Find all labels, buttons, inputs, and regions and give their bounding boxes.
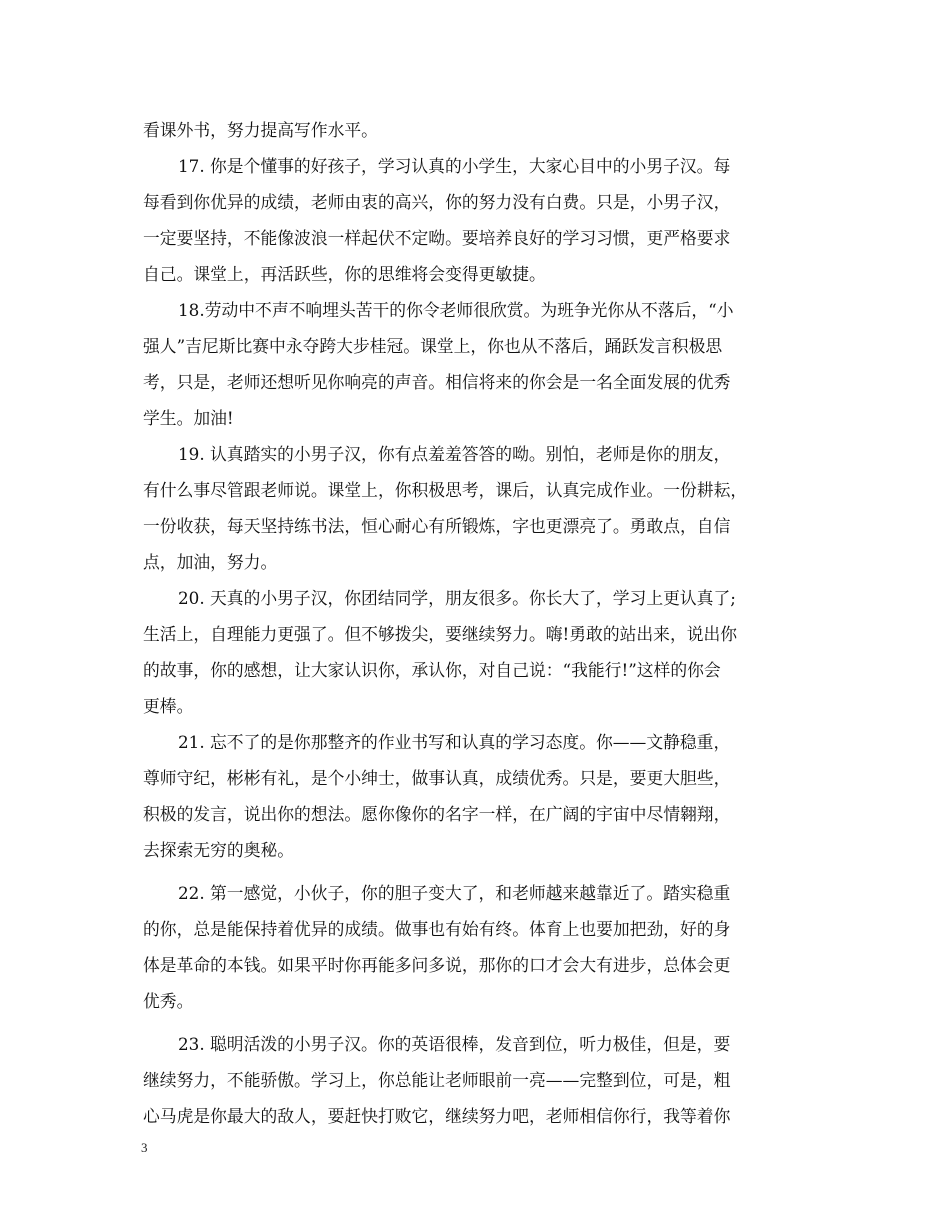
text-line: 自己。课堂上，再活跃些，你的思维将会变得更敏捷。 [143, 264, 546, 284]
text-line: 的你，总是能保持着优异的成绩。做事也有始有终。体育上也要加把劲，好的身 [143, 919, 731, 939]
text-line: 强人”吉尼斯比赛中永夺跨大步桂冠。课堂上，你也从不落后，踊跃发言积极思 [143, 336, 723, 356]
text-line: 学生。加油! [143, 408, 234, 428]
text-line: 点，加油，努力。 [143, 552, 278, 572]
text-line: 生活上，自理能力更强了。但不够拨尖，要继续努力。嗨!勇敢的站出来，说出你 [143, 624, 738, 644]
text-line: 积极的发言，说出你的想法。愿你像你的名字一样，在广阔的宇宙中尽情翱翔， [143, 804, 731, 824]
paragraph-21-start: 21. 忘不了的是你那整齐的作业书写和认真的学习态度。你——文静稳重， [178, 732, 731, 752]
text-line: 每看到你优异的成绩，老师由衷的高兴，你的努力没有白费。只是，小男子汉， [143, 192, 731, 212]
page-number: 3 [141, 1140, 148, 1155]
paragraph-23-start: 23. 聪明活泼的小男子汉。你的英语很棒，发音到位，听力极佳，但是，要 [178, 1034, 731, 1054]
text-line: 心马虎是你最大的敌人，要赶快打败它，继续努力吧，老师相信你行，我等着你 [143, 1106, 731, 1126]
text-line: 继续努力，不能骄傲。学习上，你总能让老师眼前一亮——完整到位，可是，粗 [143, 1070, 731, 1090]
text-line: 优秀。 [143, 991, 194, 1011]
text-line: 一份收获，每天坚持练书法，恒心耐心有所锻炼，字也更漂亮了。勇敢点，自信 [143, 516, 731, 536]
text-line: 一定要坚持，不能像波浪一样起伏不定呦。要培养良好的学习习惯，更严格要求 [143, 228, 731, 248]
document-body [143, 112, 823, 1134]
text-line: 体是革命的本钱。如果平时你再能多问多说，那你的口才会大有进步，总体会更 [143, 955, 731, 975]
text-line: 去探索无穷的奥秘。 [143, 840, 295, 860]
paragraph-17-start: 17. 你是个懂事的好孩子，学习认真的小学生，大家心目中的小男子汉。每 [178, 156, 731, 176]
text-line: 的故事，你的感想，让大家认识你，承认你，对自己说：“我能行!”这样的你会 [143, 660, 721, 680]
paragraph-18-start: 18.劳动中不声不响埋头苦干的你令老师很欣赏。为班争光你从不落后，“小 [178, 300, 734, 320]
text-line: 看课外书，努力提高写作水平。 [143, 120, 378, 140]
paragraph-20-start: 20. 天真的小男子汉，你团结同学，朋友很多。你长大了，学习上更认真了; [178, 588, 736, 608]
text-line: 更棒。 [143, 696, 194, 716]
text-line: 有什么事尽管跟老师说。课堂上，你积极思考，课后，认真完成作业。一份耕耘， [143, 480, 748, 500]
paragraph-22-start: 22. 第一感觉，小伙子，你的胆子变大了，和老师越来越靠近了。踏实稳重 [178, 883, 731, 903]
text-line: 尊师守纪，彬彬有礼，是个小绅士，做事认真，成绩优秀。只是，要更大胆些， [143, 768, 731, 788]
paragraph-19-start: 19. 认真踏实的小男子汉，你有点羞羞答答的呦。别怕，老师是你的朋友， [178, 444, 731, 464]
text-line: 考，只是，老师还想听见你响亮的声音。相信将来的你会是一名全面发展的优秀 [143, 372, 731, 392]
